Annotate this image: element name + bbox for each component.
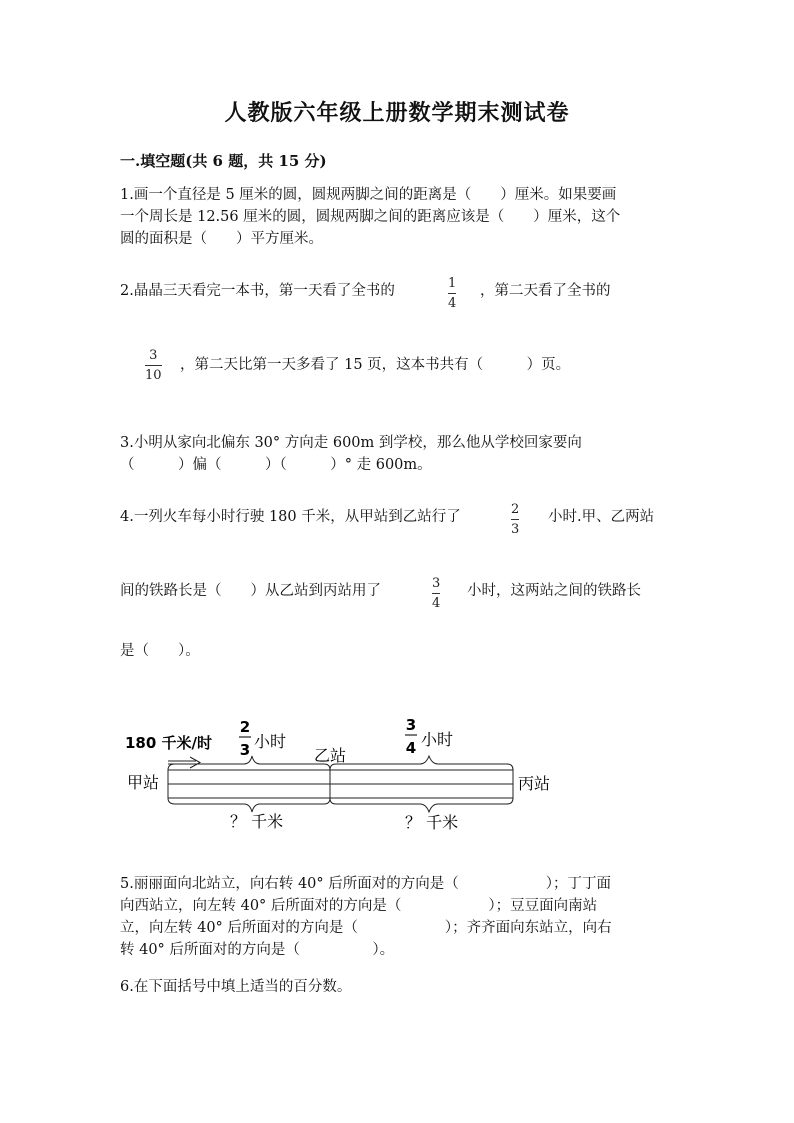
q4-text-3: 间的铁路长是（ ）从乙站到丙站用了 xyxy=(120,583,381,599)
q4-fraction-2-denominator: 4 xyxy=(432,596,441,611)
lower-brace-left xyxy=(168,798,330,812)
q5-line-3: 立，向左转 40° 后所面对的方向是（ ）；齐齐面向东站立，向右 xyxy=(120,920,612,936)
fraction-bar xyxy=(448,293,456,294)
q2-fraction-1-denominator: 4 xyxy=(448,296,457,311)
q4-fraction-1 xyxy=(511,502,519,537)
fraction-bar xyxy=(432,593,440,594)
diagram-right-fraction-numerator: 3 xyxy=(405,716,417,734)
q2-fraction-2-denominator: 10 xyxy=(145,368,162,383)
q6-line-1: 6.在下面括号中填上适当的百分数。 xyxy=(120,979,352,995)
q3-line-1: 3.小明从家向北偏东 30° 方向走 600m 到学校，那么他从学校回家要向 xyxy=(120,435,582,451)
q2-text-1: 2.晶晶三天看完一本书，第一天看了全书的 xyxy=(120,283,395,299)
unknown-distance-left: ？ 千米 xyxy=(230,812,284,831)
unknown-distance-right: ？ 千米 xyxy=(405,813,459,832)
speed-label: 180 千米/时 xyxy=(125,734,213,752)
station-c-label: 丙站 xyxy=(518,774,551,793)
station-b-label: 乙站 xyxy=(314,746,347,765)
q4-text-4: 小时，这两站之间的铁路长 xyxy=(467,583,641,599)
diagram-right-hours: 小时 xyxy=(421,730,454,749)
lower-brace-right xyxy=(330,798,513,812)
diagram-left-fraction-denominator: 3 xyxy=(239,741,251,759)
fraction-bar xyxy=(511,519,519,520)
page-title: 人教版六年级上册数学期末测试卷 xyxy=(224,100,570,126)
q1-line-3: 圆的面积是（ ）平方厘米。 xyxy=(120,231,323,247)
railway-diagram xyxy=(0,700,794,850)
q2-text-2: ，第二天看了全书的 xyxy=(480,283,611,299)
upper-brace-right xyxy=(330,756,513,770)
q4-fraction-1-numerator: 2 xyxy=(511,502,520,517)
q2-fraction-1-numerator: 1 xyxy=(448,276,457,291)
q2-fraction-1 xyxy=(448,276,456,311)
q4-text-5: 是（ ）。 xyxy=(120,643,200,659)
diagram-left-hours: 小时 xyxy=(254,732,287,751)
q4-text-1: 4.一列火车每小时行驶 180 千米，从甲站到乙站行了 xyxy=(120,509,461,525)
section-heading: 一.填空题(共 6 题，共 15 分) xyxy=(120,152,327,170)
q1-line-2: 一个周长是 12.56 厘米的圆，圆规两脚之间的距离应该是（ ）厘米，这个 xyxy=(120,209,621,225)
q4-fraction-2 xyxy=(432,576,440,611)
q2-text-3: ，第二天比第一天多看了 15 页，这本书共有（ ）页。 xyxy=(180,357,571,373)
q2-fraction-2-numerator: 3 xyxy=(149,348,158,363)
diagram-right-fraction-denominator: 4 xyxy=(405,739,417,757)
q4-text-2: 小时.甲、乙两站 xyxy=(548,509,655,525)
fraction-bar xyxy=(145,365,162,366)
station-a-label: 甲站 xyxy=(127,773,160,792)
q1-line-1: 1.画一个直径是 5 厘米的圆，圆规两脚之间的距离是（ ）厘米。如果要画 xyxy=(120,187,617,203)
q5-line-2: 向西站立，向左转 40° 后所面对的方向是（ ）；豆豆面向南站 xyxy=(120,898,598,914)
q5-line-4: 转 40° 后所面对的方向是（ ）。 xyxy=(120,942,395,958)
q4-fraction-2-numerator: 3 xyxy=(432,576,441,591)
q5-line-1: 5.丽丽面向北站立，向右转 40° 后所面对的方向是（ ）；丁丁面 xyxy=(120,876,612,892)
q4-fraction-1-denominator: 3 xyxy=(511,522,520,537)
q3-line-2: （ ）偏（ ）（ ）° 走 600m。 xyxy=(120,457,432,473)
q2-fraction-2 xyxy=(145,348,162,383)
diagram-left-fraction-numerator: 2 xyxy=(239,718,251,736)
direction-arrow-icon xyxy=(168,757,200,768)
